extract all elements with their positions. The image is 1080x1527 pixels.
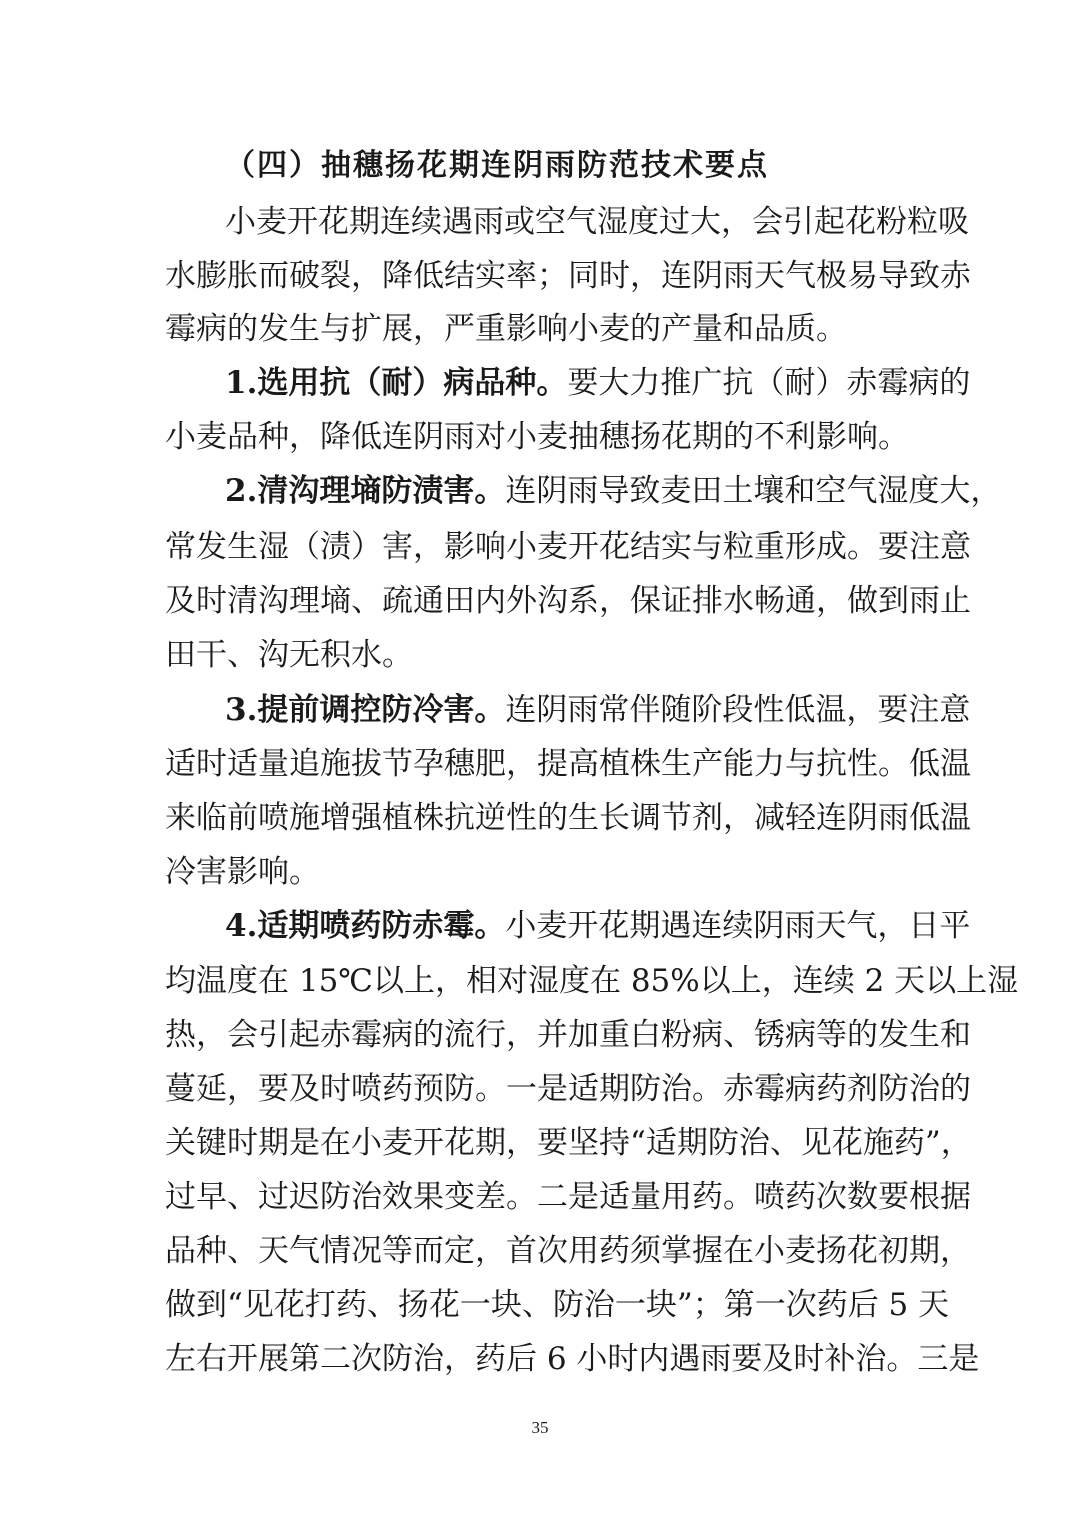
item3-line-3: 来临前喷施增强植株抗逆性的生长调节剂，减轻连阴雨低温 <box>165 800 971 836</box>
item1-line-2: 小麦品种，降低连阴雨对小麦抽穗扬花期的不利影响。 <box>165 419 909 455</box>
page-number: 35 <box>531 1418 549 1437</box>
item4-line-3: 热，会引起赤霉病的流行，并加重白粉病、锈病等的发生和 <box>165 1017 971 1053</box>
section-heading: （四）抽穗扬花期连阴雨防范技术要点 <box>225 148 769 183</box>
item3-heading: 3.提前调控防冷害。 <box>225 692 506 728</box>
item3-first-line <box>225 690 971 730</box>
item4-first-line <box>225 906 971 946</box>
intro-line-2: 水膨胀而破裂，降低结实率；同时，连阴雨天气极易导致赤 <box>165 258 971 294</box>
item1-first-text: 要大力推广抗（耐）赤霉病的 <box>567 365 971 401</box>
item2-line-4: 田干、沟无积水。 <box>165 637 413 673</box>
intro-line-3: 霉病的发生与扩展，严重影响小麦的产量和品质。 <box>165 311 847 347</box>
item2-heading: 2.清沟理墒防渍害。 <box>225 473 506 509</box>
item4-line-4: 蔓延，要及时喷药预防。一是适期防治。赤霉病药剂防治的 <box>165 1071 971 1107</box>
item4-heading: 4.适期喷药防赤霉。 <box>225 908 506 944</box>
item2-line-3: 及时清沟理墒、疏通田内外沟系，保证排水畅通，做到雨止 <box>165 583 971 619</box>
item2-line-2: 常发生湿（渍）害，影响小麦开花结实与粒重形成。要注意 <box>165 529 971 565</box>
intro-line-1: 小麦开花期连续遇雨或空气湿度过大，会引起花粉粒吸 <box>225 204 969 240</box>
item2-first-text: 连阴雨导致麦田土壤和空气湿度大， <box>505 473 1002 509</box>
item4-line-9: 左右开展第二次防治，药后 6 小时内遇雨要及时补治。三是 <box>165 1341 980 1377</box>
item4-line-6: 过早、过迟防治效果变差。二是适量用药。喷药次数要根据 <box>165 1179 971 1215</box>
item4-line-2: 均温度在 15℃以上，相对湿度在 85%以上，连续 2 天以上湿 <box>165 963 1019 999</box>
item4-line-7: 品种、天气情况等而定，首次用药须掌握在小麦扬花初期， <box>165 1233 971 1269</box>
item4-line-8: 做到“见花打药、扬花一块、防治一块”；第一次药后 5 天 <box>165 1287 950 1323</box>
item3-line-4: 冷害影响。 <box>165 854 320 890</box>
item4-first-text: 小麦开花期遇连续阴雨天气，日平 <box>505 908 971 944</box>
item3-line-2: 适时适量追施拔节孕穗肥，提高植株生产能力与抗性。低温 <box>165 746 971 782</box>
item4-line-5: 关键时期是在小麦开花期，要坚持“适期防治、见花施药”， <box>165 1125 972 1161</box>
item1-heading: 1.选用抗（耐）病品种。 <box>225 365 568 401</box>
item2-first-line <box>225 471 1002 511</box>
item3-first-text: 连阴雨常伴随阶段性低温，要注意 <box>505 692 971 728</box>
item1-first-line <box>225 363 971 403</box>
